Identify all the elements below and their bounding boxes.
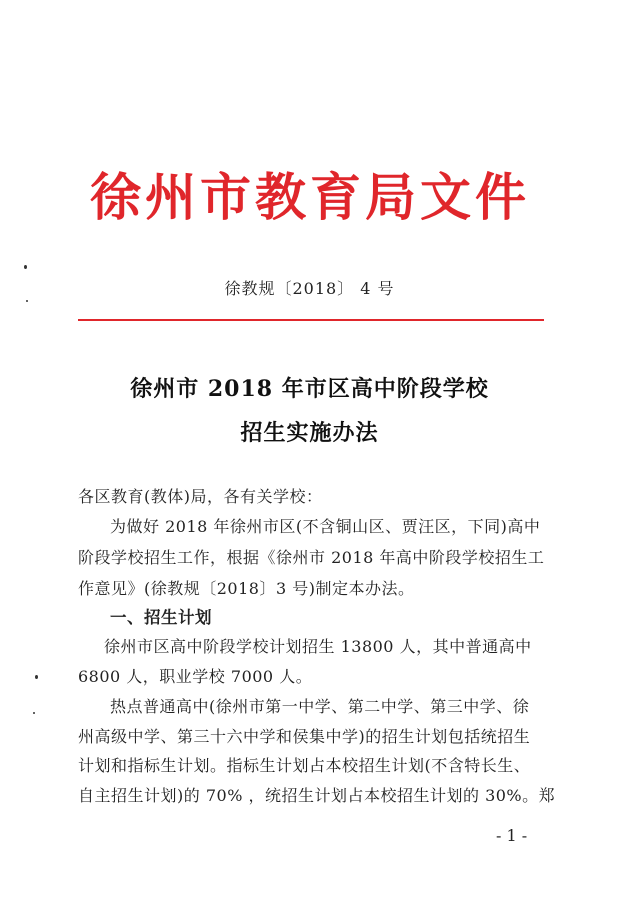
scan-speck (24, 265, 27, 269)
paragraph-line: 阶段学校招生工作，根据《徐州市 2018 年高中阶段学校招生工 (78, 548, 545, 567)
paragraph-line: 为做好 2018 年徐州市区(不含铜山区、贾汪区，下同)高中 (110, 517, 541, 536)
scan-speck (26, 300, 28, 302)
paragraph-line: 计划和指标生计划。指标生计划占本校招生计划(不含特长生、 (78, 756, 531, 775)
paragraph-line: 热点普通高中(徐州市第一中学、第二中学、第三中学、徐 (110, 697, 530, 716)
salutation: 各区教育(教体)局，各有关学校： (78, 487, 323, 506)
document-number: 徐教规〔2018〕 4 号 (224, 279, 395, 298)
scan-speck (33, 712, 35, 714)
paragraph-line: 自主招生计划)的 70% ，统招生计划占本校招生计划的 30%。郑 (78, 786, 556, 805)
page-number: - 1 - (496, 826, 528, 845)
document-title-line-1: 徐州市 2018 年市区高中阶段学校 (130, 376, 489, 402)
document-title-line-2: 招生实施办法 (240, 420, 379, 446)
paragraph-line: 州高级中学、第三十六中学和侯集中学)的招生计划包括统招生 (78, 727, 531, 746)
paragraph-line: 徐州市区高中阶段学校计划招生 13800 人，其中普通高中 (104, 637, 532, 656)
section-heading: 一、招生计划 (110, 608, 212, 627)
paragraph-line: 6800 人，职业学校 7000 人。 (78, 667, 313, 686)
paragraph-line: 作意见》(徐教规〔2018〕3 号)制定本办法。 (78, 579, 415, 598)
agency-masthead: 徐州市教育局文件 (89, 168, 530, 228)
header-divider (78, 319, 544, 321)
scan-speck (35, 675, 38, 679)
